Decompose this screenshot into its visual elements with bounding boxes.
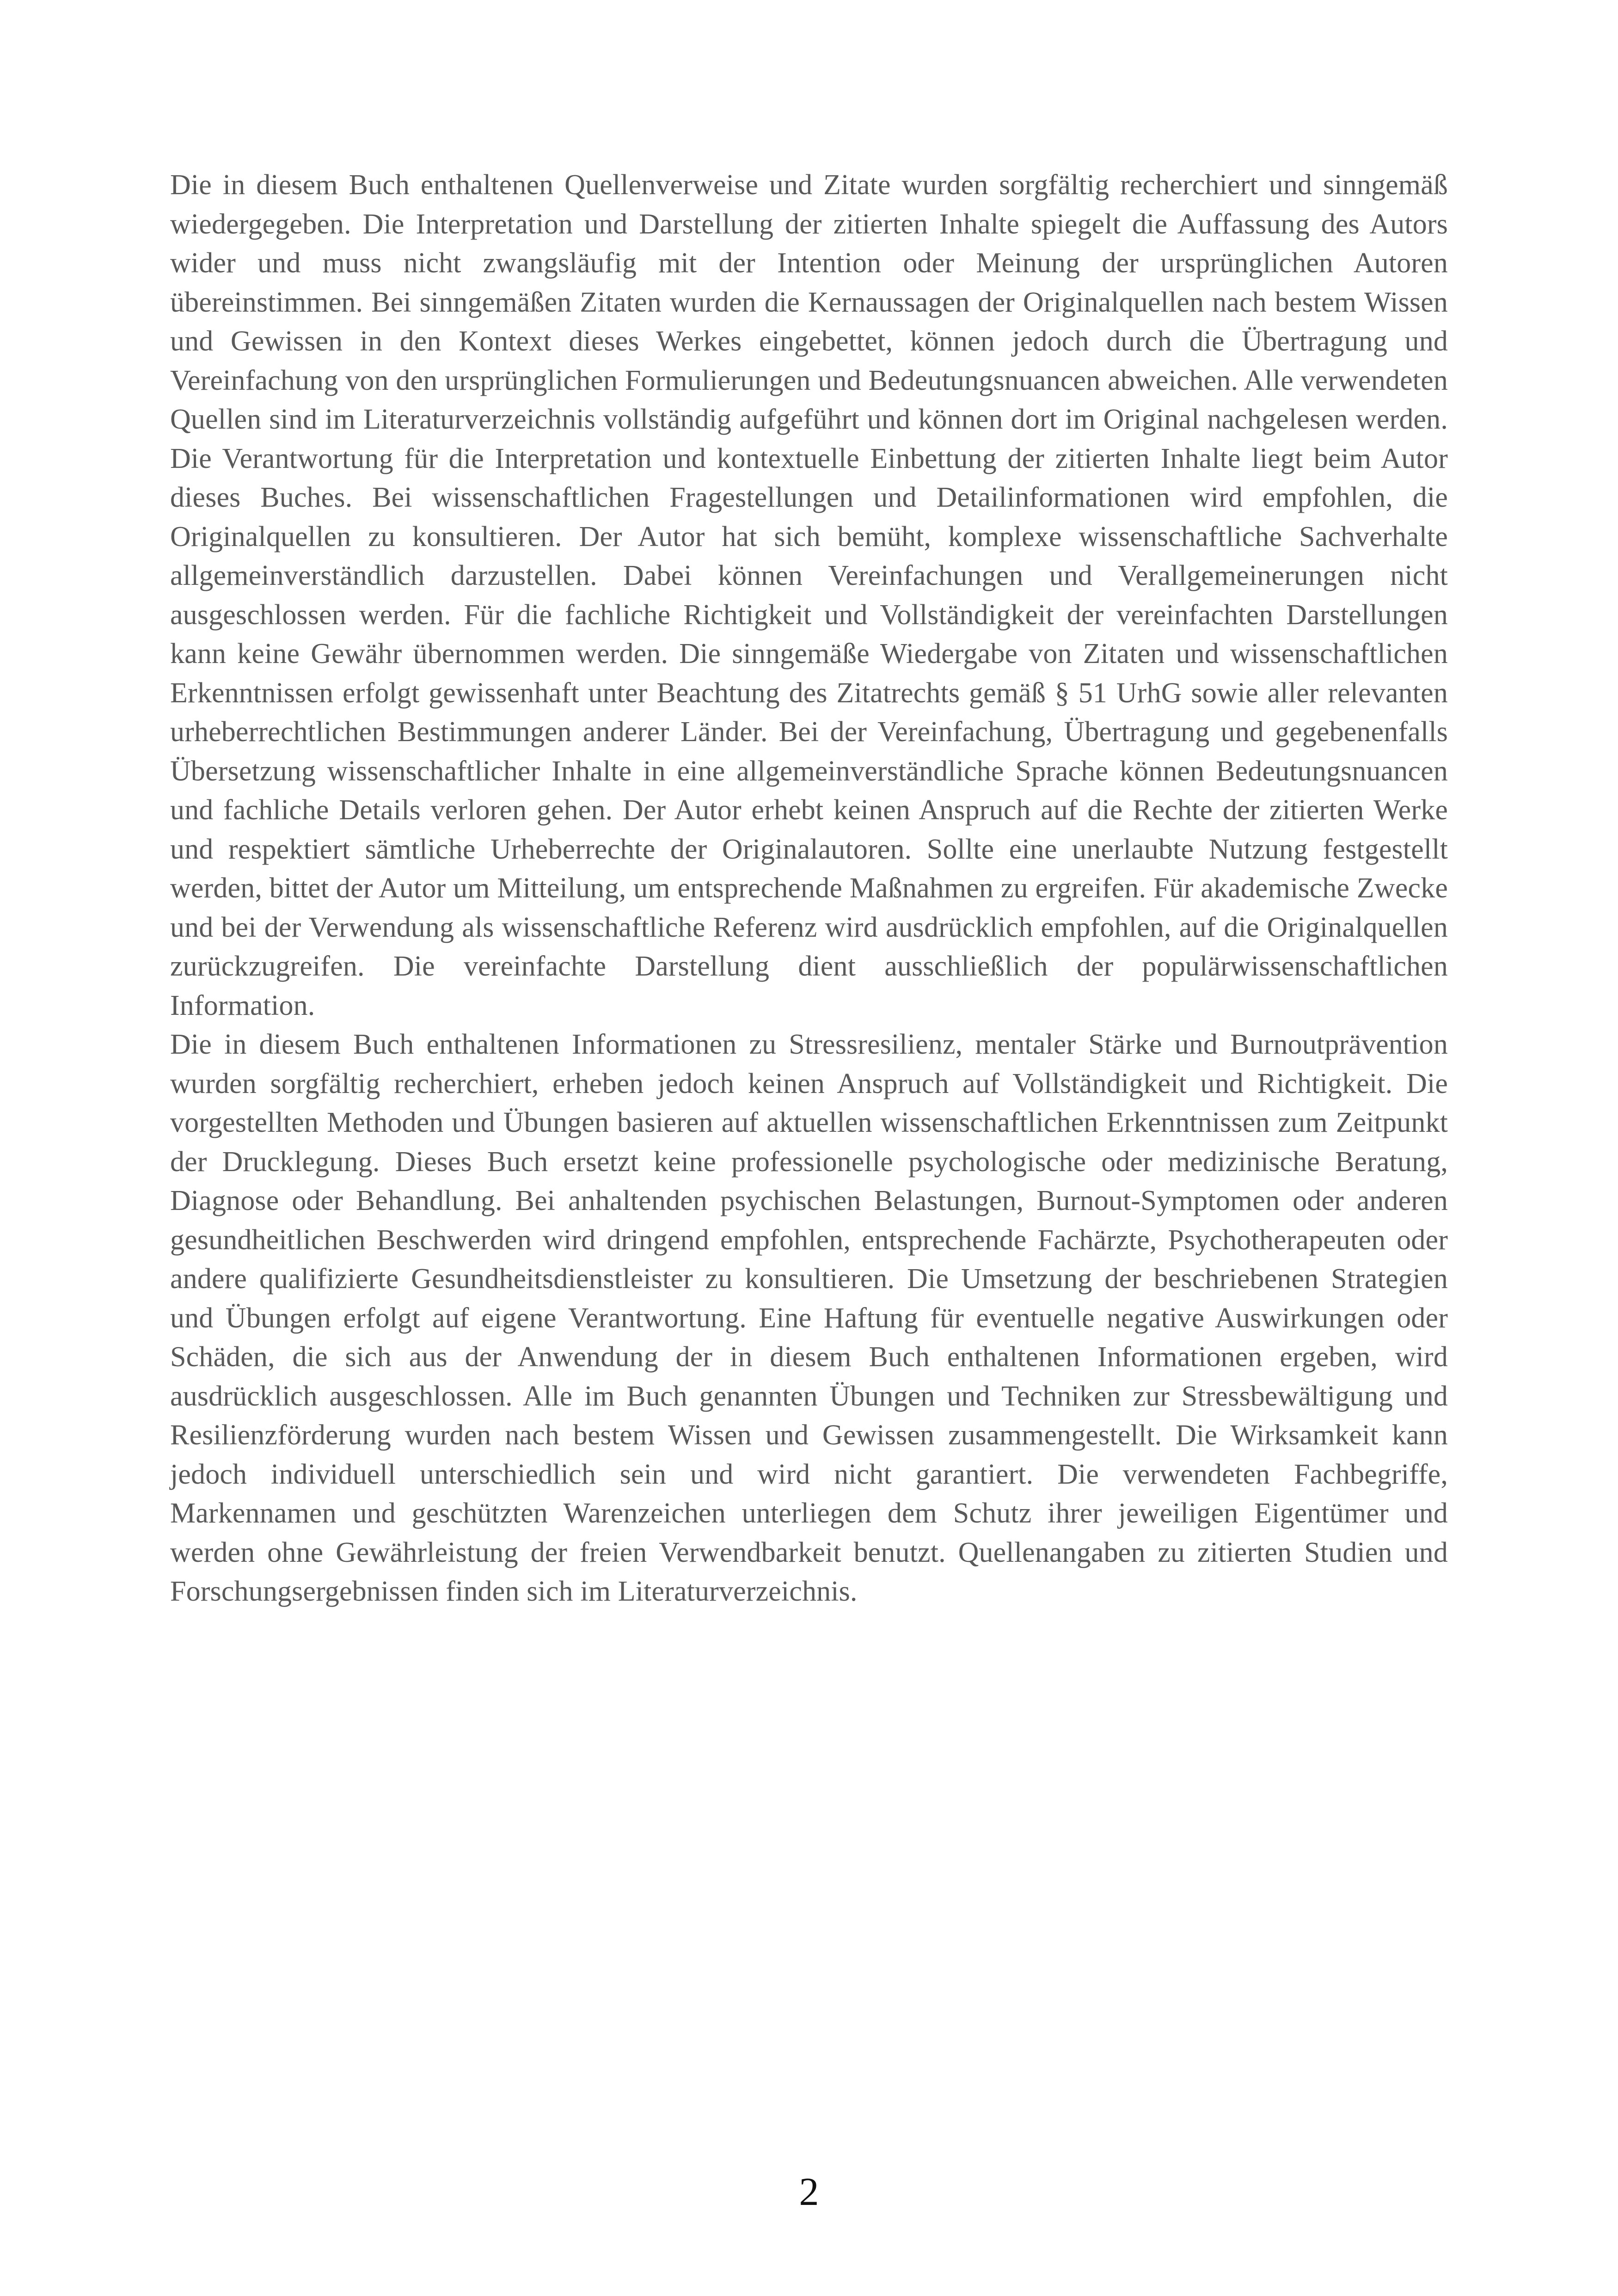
page-number: 2 [799, 2169, 819, 2214]
body-text [170, 166, 1448, 1611]
disclaimer-paragraph-sources: Die in diesem Buch enthaltenen Quellenverweise und Zitate wurden sorgfältig recherchiert und sinngemäß wiedergegeben. Die Interpretation und Darstellung der zitierten Inhalte spiegelt die Auffassung des Autors wider und muss nicht zwangsläufig mit der Intention oder Meinung der ursprünglichen Autoren übereinstimmen. Bei sinngemäßen Zitaten wurden die Kernaussagen der Originalquellen nach bestem Wissen und Gewissen in den Kontext dieses Werkes eingebettet, können jedoch durch die Übertragung und Vereinfachung von den ursprünglichen Formulierungen und Bedeutungsnuancen abweichen. Alle verwendeten Quellen sind im Literaturverzeichnis vollständig aufgeführt und können dort im Original nachgelesen werden. Die Verantwortung für die Interpretation und kontextuelle Einbettung der zitierten Inhalte liegt beim Autor dieses Buches. Bei wissenschaftlichen Fragestellungen und Detailinformationen wird empfohlen, die Originalquellen zu konsultieren. Der Autor hat sich bemüht, komplexe wissenschaftliche Sachverhalte allgemeinverständlich darzustellen. Dabei können Vereinfachungen und Verallgemeinerungen nicht ausgeschlossen werden. Für die fachliche Richtigkeit und Vollständigkeit der vereinfachten Darstellungen kann keine Gewähr übernommen werden. Die sinngemäße Wiedergabe von Zitaten und wissenschaftlichen Erkenntnissen erfolgt gewissenhaft unter Beachtung des Zitatrechts gemäß § 51 UrhG sowie aller relevanten urheberrechtlichen Bestimmungen anderer Länder. Bei der Vereinfachung, Übertragung und gegebenenfalls Übersetzung wissenschaftlicher Inhalte in eine allgemeinverständliche Sprache können Bedeutungsnuancen und fachliche Details verloren gehen. Der Autor erhebt keinen Anspruch auf die Rechte der zitierten Werke und respektiert sämtliche Urheberrechte der Originalautoren. Sollte eine unerlaubte Nutzung festgestellt werden, bittet der Autor um Mitteilung, um entsprechende Maßnahmen zu ergreifen. Für akademische Zwecke und bei der Verwendung als wissenschaftliche Referenz wird ausdrücklich empfohlen, auf die Originalquellen zurückzugreifen. Die vereinfachte Darstellung dient ausschließlich der populärwissenschaftlichen Information. [170, 169, 1448, 1021]
disclaimer-paragraph-health: Die in diesem Buch enthaltenen Informationen zu Stressresilienz, mentaler Stärke und Burnoutprävention wurden sorgfältig recherchiert, erheben jedoch keinen Anspruch auf Vollständigkeit und Richtigkeit. Die vorgestellten Methoden und Übungen basieren auf aktuellen wissenschaftlichen Erkenntnissen zum Zeitpunkt der Drucklegung. Dieses Buch ersetzt keine professionelle psychologische oder medizinische Beratung, Diagnose oder Behandlung. Bei anhaltenden psychischen Belastungen, Burnout-Symptomen oder anderen gesundheitlichen Beschwerden wird dringend empfohlen, entsprechende Fachärzte, Psychotherapeuten oder andere qualifizierte Gesundheitsdienstleister zu konsultieren. Die Umsetzung der beschriebenen Strategien und Übungen erfolgt auf eigene Verantwortung. Eine Haftung für eventuelle negative Auswirkungen oder Schäden, die sich aus der Anwendung der in diesem Buch enthaltenen Informationen ergeben, wird ausdrücklich ausgeschlossen. Alle im Buch genannten Übungen und Techniken zur Stressbewältigung und Resilienzförderung wurden nach bestem Wissen und Gewissen zusammengestellt. Die Wirksamkeit kann jedoch individuell unterschiedlich sein und wird nicht garantiert. Die verwendeten Fachbegriffe, Markennamen und geschützten Warenzeichen unterliegen dem Schutz ihrer jeweiligen Eigentümer und werden ohne Gewährleistung der freien Verwendbarkeit benutzt. Quellenangaben zu zitierten Studien und Forschungsergebnissen finden sich im Literaturverzeichnis. [170, 1029, 1448, 1607]
